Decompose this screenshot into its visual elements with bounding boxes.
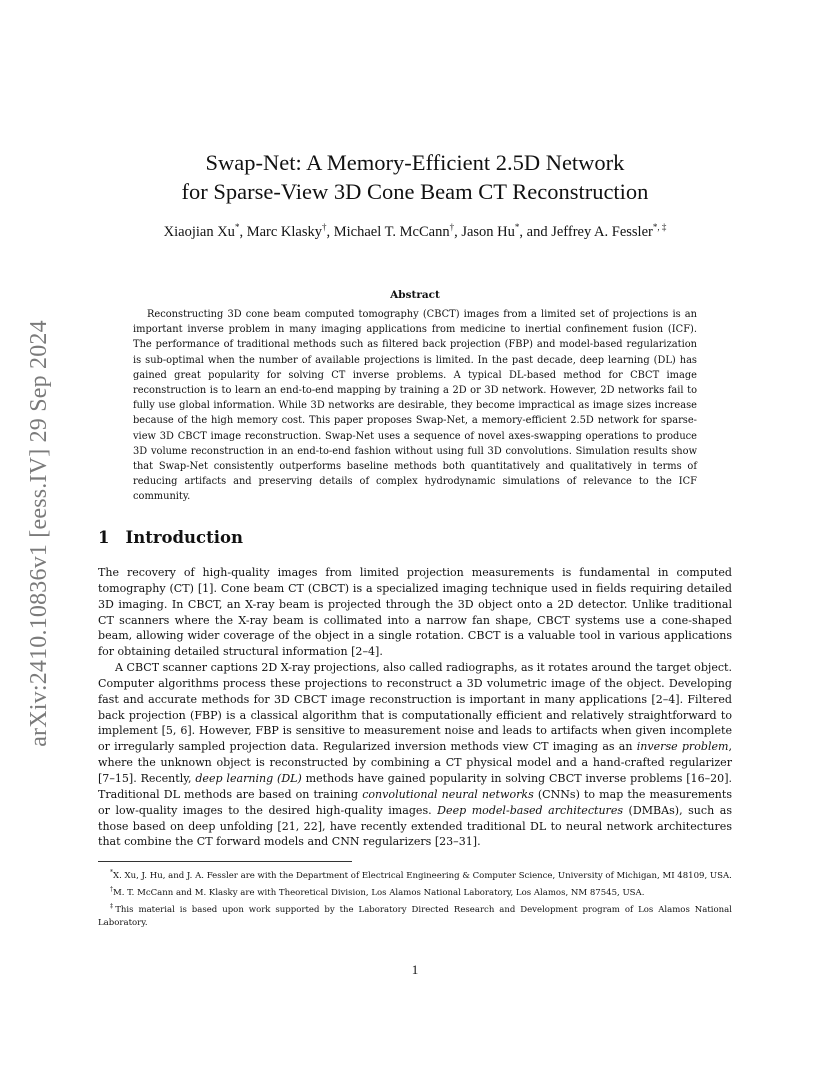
footnote-mark: * [110, 869, 113, 876]
author-affiliation-mark: * [514, 222, 520, 232]
paper-title [98, 148, 732, 206]
footnote-divider [98, 861, 352, 862]
emphasis-deep-learning: deep learning (DL) [195, 771, 302, 785]
author-name: Michael T. McCann [333, 223, 450, 240]
footnotes [98, 866, 732, 930]
text-run: (CNNs) to map the measurements or low-quality images to the desired high-quality images. [98, 787, 732, 817]
section-heading-introduction [98, 528, 243, 547]
footnote-text: X. Xu, J. Hu, and J. A. Fessler are with the Department of Electrical Engineering & Computer Science, University of Michigan, MI 48109, USA. [113, 870, 732, 881]
section-title: Introduction [125, 528, 243, 547]
footnote [98, 900, 732, 930]
text-run: , where the unknown object is reconstructed by combining a CT physical model and a hand-crafted regularizer [7–15]. Recently, [98, 740, 732, 785]
author-separator: , [239, 223, 247, 240]
introduction-body [98, 565, 732, 850]
author-affiliation-mark: † [449, 222, 455, 232]
arxiv-identifier-text: arXiv:2410.10836v1 [eess.IV] 29 Sep 2024 [25, 319, 52, 747]
author-list [98, 222, 732, 241]
abstract-text: Reconstructing 3D cone beam computed tomography (CBCT) images from a limited set of projections is an important inverse problem in many imaging applications from medicine to inertial confinement fusion (ICF). The performance of traditional methods such as filtered back projection (FBP) and model-based regularization is sub-optimal when the number of available projections is limited. In the past decade, deep learning (DL) has gained great popularity for solving CT inverse problems. A typical DL-based method for CBCT image reconstruction is to learn an end-to-end mapping by training a 2D or 3D network. However, 2D networks fail to fully use global information. While 3D networks are desirable, they become impractical as image sizes increase because of the high memory cost. This paper proposes Swap-Net, a memory-efficient 2.5D network for sparse-view 3D CBCT image reconstruction. Swap-Net uses a sequence of novel axes-swapping operations to produce 3D volume reconstruction in an end-to-end fashion without using full 3D convolutions. Simulation results show that Swap-Net consistently outperforms baseline methods both quantitatively and qualitatively in terms of reducing artifacts and preserving details of complex hydrodynamic simulations of relevance to the ICF community. [133, 309, 697, 503]
introduction-paragraph-2 [98, 660, 732, 850]
text-run: A CBCT scanner captions 2D X-ray projections, also called radiographs, as it rotates around the target object. Computer algorithms process these projections to reconstruct a 3D volumetric image of the object. Developing fast and accurate methods for 3D CBCT image reconstruction is important in many applications [2–4]. Filtered back projection (FBP) is a classical algorithm that is computationally efficient and relatively straightforward to implement [5, 6]. However, FBP is sensitive to measurement noise and leads to artifacts when given incomplete or irregularly sampled projection data. Regularized inversion methods view CT imaging as an [98, 661, 732, 754]
footnote [98, 883, 732, 900]
author-name: Jason Hu [461, 223, 515, 240]
emphasis-inverse-problem: inverse problem [636, 740, 729, 754]
author-affiliation-mark: *, ‡ [652, 222, 667, 232]
author-affiliation-mark: * [234, 222, 240, 232]
footnote-text: This material is based upon work supported by the Laboratory Directed Research and Development program of Los Alamos National Laboratory. [98, 904, 732, 928]
paper-title-line-2: for Sparse-View 3D Cone Beam CT Reconstruction [181, 179, 649, 204]
author-name: Marc Klasky [246, 223, 322, 240]
footnote-mark: ‡ [110, 902, 116, 910]
abstract-heading: Abstract [390, 289, 440, 301]
text-run: (DMBAs), such as those based on deep unfolding [21, 22], have recently extended traditional DL to neural network architectures that combine the CT forward models and CNN regularizers [23–31]. [98, 803, 732, 849]
section-number: 1 [98, 528, 110, 547]
footnote-mark: † [110, 885, 113, 893]
page-number: 1 [411, 962, 419, 977]
emphasis-cnn: convolutional neural networks [362, 787, 534, 801]
author-separator: , [454, 223, 462, 240]
arxiv-identifier-stamp [24, 288, 54, 778]
footnote-text: M. T. McCann and M. Klasky are with Theoretical Division, Los Alamos National Laboratory, Los Alamos, NM 87545, USA. [113, 887, 645, 898]
author-affiliation-mark: † [321, 222, 327, 232]
author-name: Jeffrey A. Fessler [551, 223, 653, 240]
introduction-paragraph-1: The recovery of high-quality images from limited projection measurements is fundamental in computed tomography (CT) [1]. Cone beam CT (CBCT) is a specialized imaging technique used in fields requiring detailed 3D imaging. In CBCT, an X-ray beam is projected through the 3D object onto a 2D detector. Unlike traditional CT scanners where the X-ray beam is collimated into a narrow fan shape, CBCT systems use a cone-shaped beam, allowing wider coverage of the object in a single rotation. CBCT is a valuable tool in various applications for obtaining detailed structural information [2–4]. [98, 566, 732, 659]
text-run: methods have gained popularity in solving CBCT inverse problems [16–20]. Traditional DL methods are based on training [98, 771, 733, 801]
author-name: Xiaojian Xu [163, 223, 235, 240]
paper-title-line-1: Swap-Net: A Memory-Efficient 2.5D Network [205, 150, 625, 175]
emphasis-dmba: Deep model-based architectures [437, 803, 624, 817]
author-separator: , [326, 223, 334, 240]
author-separator: , and [519, 223, 552, 240]
footnote [98, 866, 732, 883]
